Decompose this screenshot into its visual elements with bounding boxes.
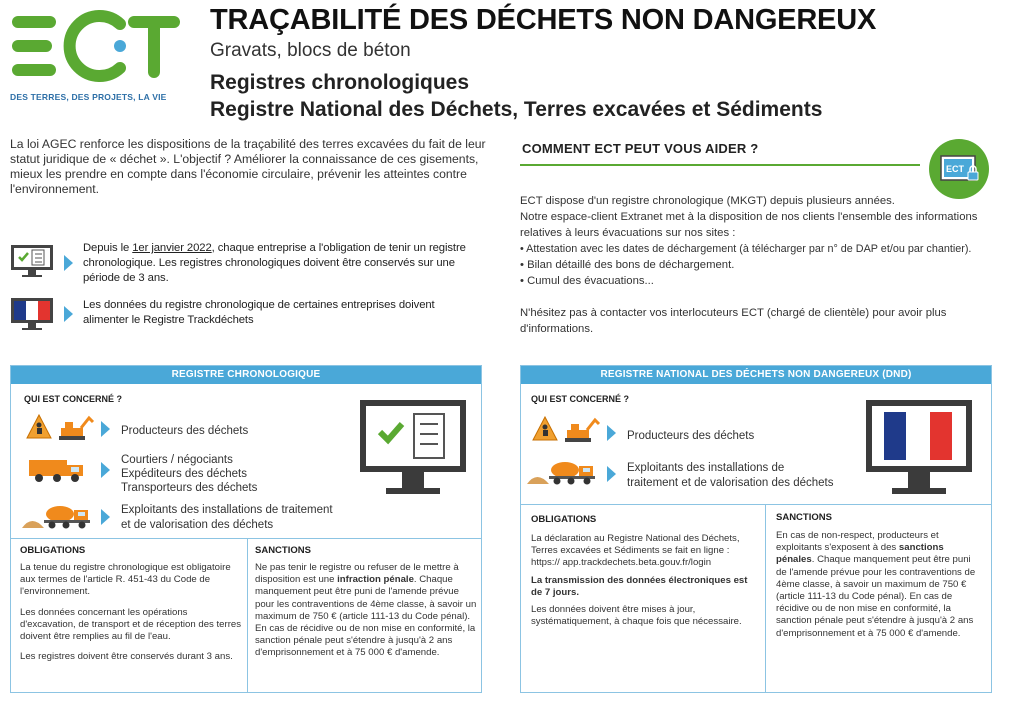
page-title: TRAÇABILITÉ DES DÉCHETS NON DANGEREUX [210, 4, 877, 36]
chevron-right-icon [101, 509, 110, 525]
svg-text:ECT: ECT [946, 164, 964, 174]
right-panel-divider [520, 504, 992, 505]
right-obligations-heading: OBLIGATIONS [531, 514, 597, 525]
right-item-producteurs: Producteurs des déchets [627, 430, 755, 442]
right-sanctions-text: En cas de non-respect, producteurs et exploitants s'exposent à des sanctions pénales. Chaque manquement peut être puni de l'amende prévue pour les contraventions de 4ème classe, à savoir un maximum de 750 € (article 111-13 du Code pénal). En cas de récidive ou de non mise en conformité, la sanction pénale peut s'étendre à jusqu'à 2 ans d'emprisonnement et à 75 000 € d'amende. [776, 530, 976, 639]
logo-tagline: DES TERRES, DES PROJETS, LA VIE [10, 92, 167, 102]
mixer-truck-icon [22, 502, 94, 535]
left-item-courtiers: Courtiers / négociants [121, 454, 233, 466]
ect-logo [8, 6, 188, 104]
left-item-exploitants: Exploitants des installations de traitement [121, 504, 333, 516]
right-item-exploitants-2: traitement et de valorisation des déchets [627, 477, 834, 489]
left-panel-divider [10, 538, 482, 539]
large-monitor-french-flag-icon [864, 398, 974, 509]
right-obligations-text: La déclaration au Registre National des Déchets, Terres excavées et Sédiments se fait en ligne : https:// app.trackdechets.beta.gouv.fr/login La transmission des données électroniques est de 7 jours. Les données doivent être mises à jour, systématiquement, à chaque fois que nécessaire. [531, 533, 748, 628]
chevron-right-icon [607, 425, 616, 441]
left-item-transporteurs: Transporteurs des déchets [121, 482, 258, 494]
left-concerned-heading: QUI EST CONCERNÉ ? [24, 394, 123, 404]
left-item-exploitants-2: et de valorisation des déchets [121, 519, 274, 531]
left-obligations-text: La tenue du registre chronologique est obligatoire aux termes de l'article R. 451-43 du Code de l'environnement. Les données concernant les opérations d'excavation, de transport et de réception des terres doivent être remplies au fil de l'eau. Les registres doivent être conservés durant 3 ans. [20, 562, 242, 663]
header-line-2: Registre National des Déchets, Terres excavées et Sédiments [210, 98, 823, 121]
extranet-badge-icon [928, 138, 990, 200]
help-divider [520, 164, 920, 166]
point-date-text: Depuis le 1er janvier 2022, chaque entreprise a l'obligation de tenir un registre chronologique. Les registres chronologiques doivent être conservés sur une période de 3 ans. [83, 242, 466, 284]
chevron-right-icon [64, 255, 73, 271]
chevron-right-icon [101, 462, 110, 478]
left-sanctions-text: Ne pas tenir le registre ou refuser de le mettre à disposition est une infraction pénale. Chaque manquement peut être puni de l'amende prévue pour les contraventions de 4ème classe, à savoir un maximum de 750 € (article 111-13 du Code pénal). En cas de récidive ou de non mise en conformité, la sanction pénale peut s'étendre à jusqu'à 2 ans d'emprisonnement et à 75 000 € d'amende. [255, 562, 477, 659]
left-panel-column-divider [247, 538, 248, 693]
left-obligations-heading: OBLIGATIONS [20, 545, 86, 556]
left-item-producteurs: Producteurs des déchets [121, 425, 249, 437]
workers-machinery-icon [25, 412, 95, 447]
large-monitor-checklist-icon [358, 398, 468, 509]
left-sanctions-heading: SANCTIONS [255, 545, 311, 556]
mixer-truck-icon [527, 458, 599, 491]
chevron-right-icon [101, 421, 110, 437]
monitor-checklist-icon [10, 244, 54, 278]
help-text: ECT dispose d'un registre chronologique (MKGT) depuis plusieurs années. Notre espace-client Extranet met à la disposition de nos clients l'ensemble des informations relatives à leurs évacuations sur nos sites : • Attestation avec les dates de déchargement (à télécharger par n° de DAP et/ou par chantier). • Bilan détaillé des bons de déchargement. • Cumul des évacuations... N'hésitez pas à contacter vos interlocuteurs ECT (chargé de clientèle) pour avoir plus d'informations. [520, 195, 978, 335]
right-sanctions-heading: SANCTIONS [776, 512, 832, 523]
header-line-1: Registres chronologiques [210, 71, 470, 94]
left-item-expediteurs: Expéditeurs des déchets [121, 468, 247, 480]
intro-text: La loi AGEC renforce les dispositions de la traçabilité des terres excavées du fait de leur statut juridique de « déchet ». L'objectif ? Améliorer la connaissance de ces gisements, mieux les prendre en compte dans l'économie circulaire, prévenir les atteintes contre l'environnement. [10, 137, 486, 196]
truck-icon [27, 456, 89, 489]
right-panel-column-divider [765, 504, 766, 693]
ect-logo-mark [8, 6, 188, 92]
chevron-right-icon [607, 466, 616, 482]
point-trackdechets-text: Les données du registre chronologique de certaines entreprises doivent alimenter le Registre Trackdéchets [83, 299, 435, 326]
left-panel-title: REGISTRE CHRONOLOGIQUE [11, 366, 481, 384]
right-item-exploitants: Exploitants des installations de [627, 462, 785, 474]
right-concerned-heading: QUI EST CONCERNÉ ? [531, 394, 630, 404]
chevron-right-icon [64, 306, 73, 322]
help-heading: COMMENT ECT PEUT VOUS AIDER ? [522, 141, 759, 156]
page-subtitle: Gravats, blocs de béton [210, 40, 411, 61]
workers-machinery-icon [531, 414, 601, 449]
monitor-french-flag-icon [10, 297, 54, 331]
right-panel-title: REGISTRE NATIONAL DES DÉCHETS NON DANGEREUX (DND) [521, 366, 991, 384]
